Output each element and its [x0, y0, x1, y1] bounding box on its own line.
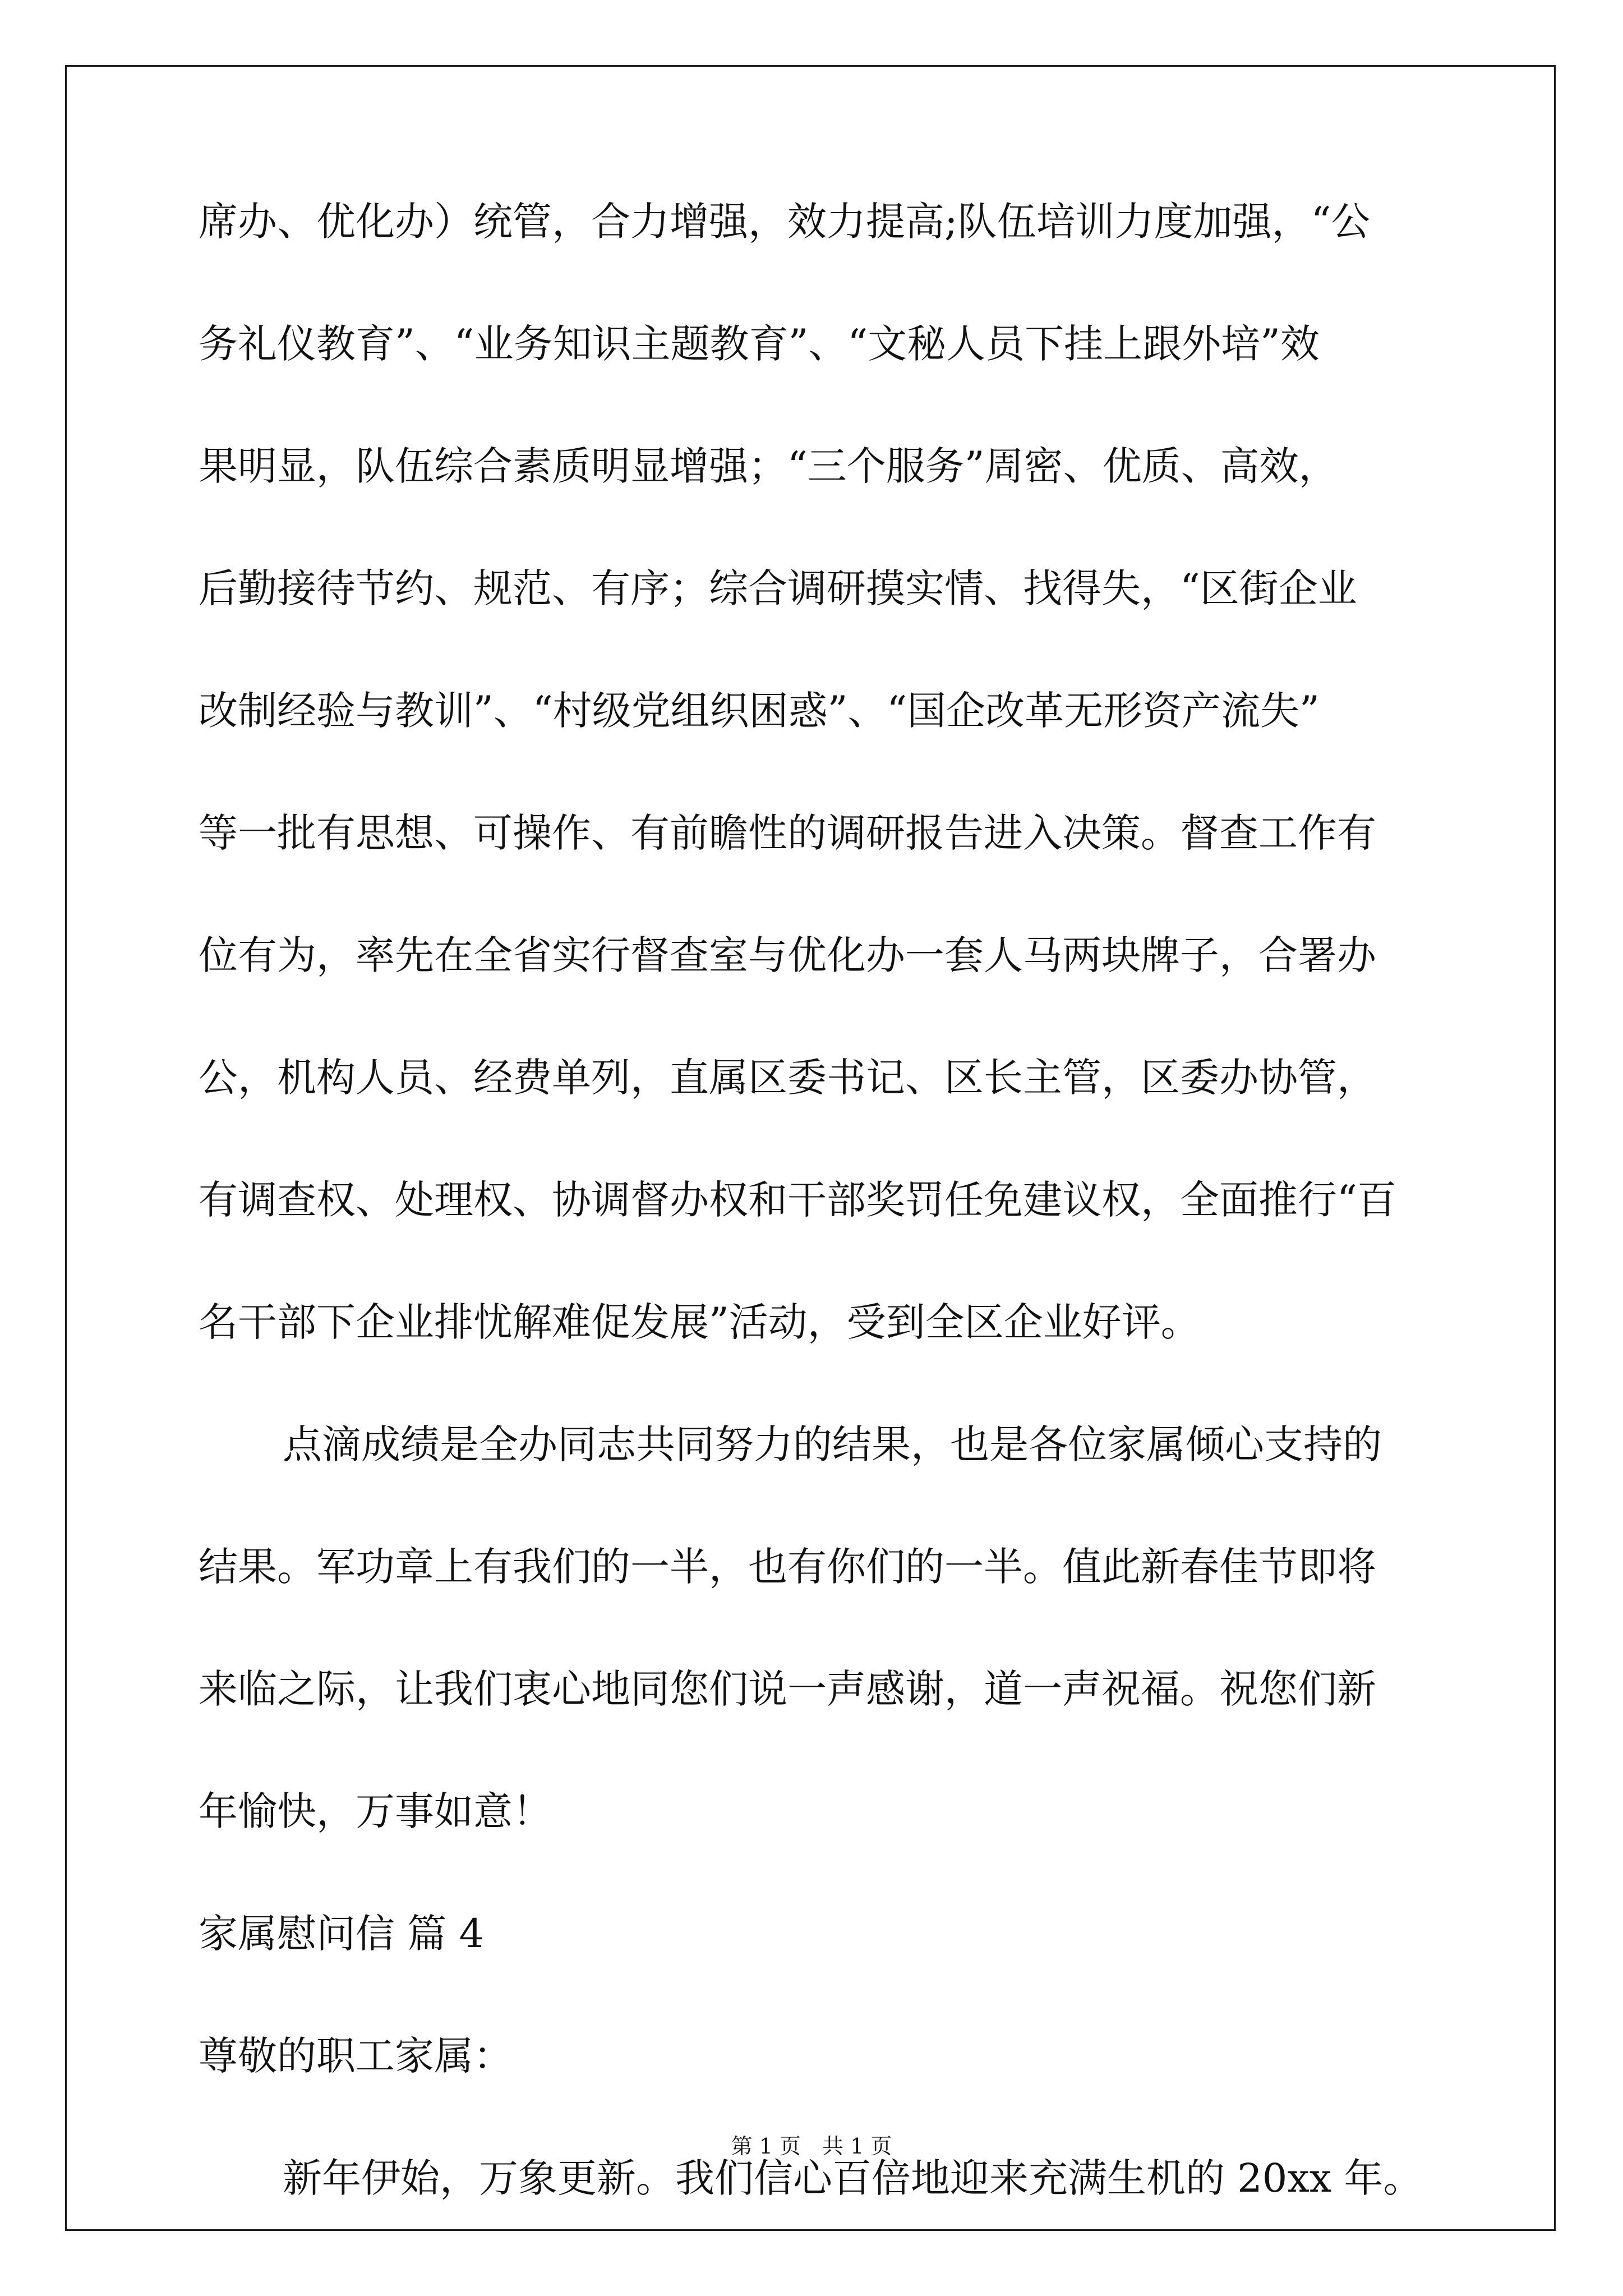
paragraph-line: 席办、优化办）统管，合力增强，效力提高;队伍培训力度加强，“公 [199, 199, 1371, 245]
paragraph-line: 新年伊始，万象更新。我们信心百倍地迎来充满生机的 20xx 年。 [283, 2155, 1423, 2201]
paragraph-line: 点滴成绩是全办同志共同努力的结果，也是各位家属倾心支持的 [283, 1421, 1382, 1467]
paragraph-line: 务礼仪教育”、“业务知识主题教育”、“文秘人员下挂上跟外培”效 [199, 321, 1320, 367]
page-number: 第 1 页 共 1 页 [731, 2134, 892, 2159]
page-border [65, 65, 1556, 2231]
paragraph-line: 结果。军功章上有我们的一半，也有你们的一半。值此新春佳节即将 [199, 1544, 1376, 1590]
salutation: 尊敬的职工家属： [199, 2033, 513, 2079]
paragraph-line: 公，机构人员、经费单列，直属区委书记、区长主管，区委办协管， [199, 1055, 1376, 1101]
paragraph-line: 有调查权、处理权、协调督办权和干部奖罚任免建议权，全面推行“百 [199, 1177, 1396, 1223]
section-heading: 家属慰问信 篇 4 [199, 1911, 485, 1957]
paragraph-line: 改制经验与教训”、“村级党组织困惑”、“国企改革无形资产流失” [199, 688, 1320, 734]
paragraph-line: 年愉快，万事如意！ [199, 1788, 552, 1834]
paragraph-line: 等一批有思想、可操作、有前瞻性的调研报告进入决策。督查工作有 [199, 810, 1376, 856]
paragraph-line: 名干部下企业排忧解难促发展”活动，受到全区企业好评。 [199, 1299, 1200, 1345]
paragraph-line: 来临之际，让我们衷心地同您们说一声感谢，道一声祝福。祝您们新 [199, 1666, 1376, 1712]
paragraph-line: 果明显，队伍综合素质明显增强；“三个服务”周密、优质、高效， [199, 443, 1338, 489]
paragraph-line: 后勤接待节约、规范、有序；综合调研摸实情、找得失，“区街企业 [199, 565, 1357, 611]
paragraph-line: 位有为，率先在全省实行督查室与优化办一套人马两块牌子，合署办 [199, 932, 1376, 978]
